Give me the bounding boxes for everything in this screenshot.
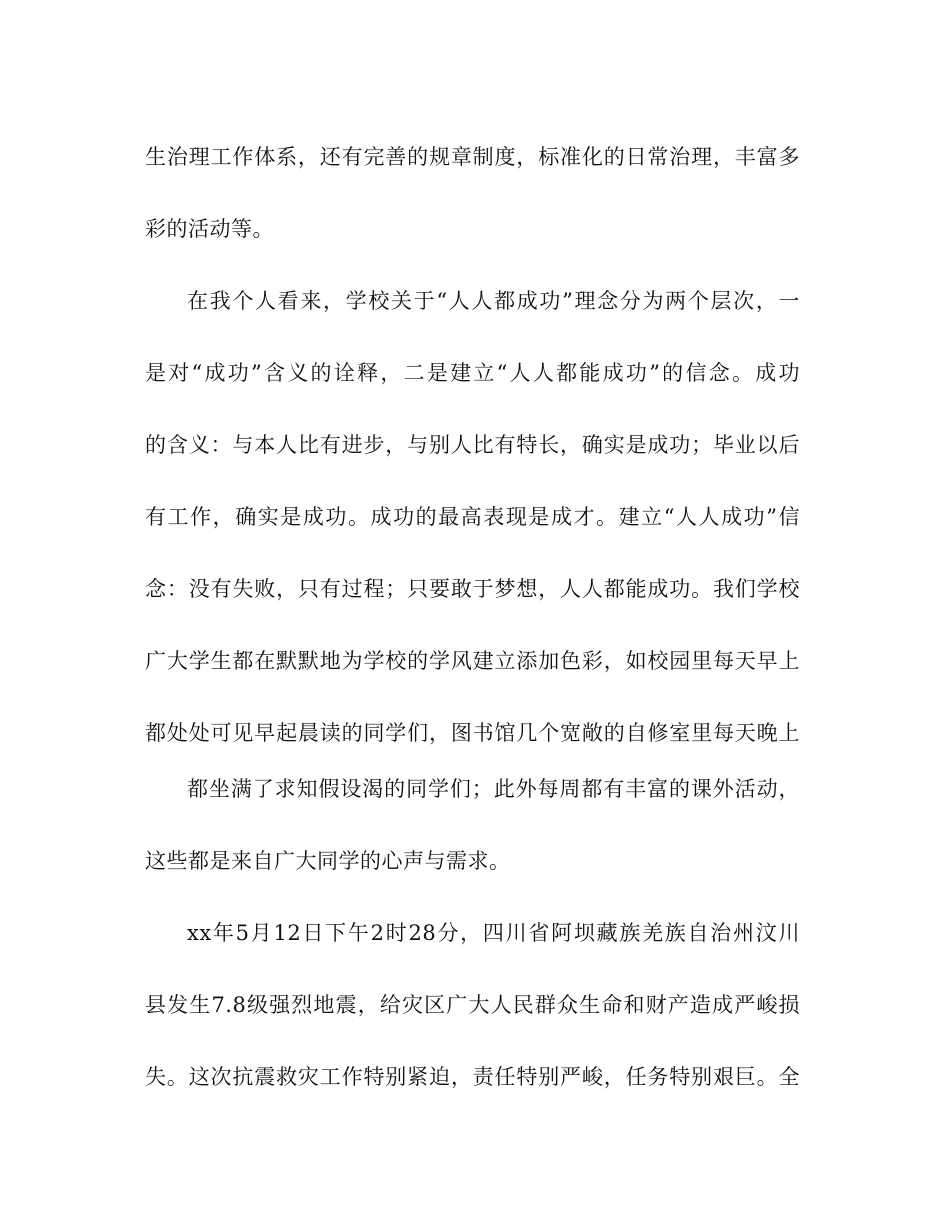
text-line-3: 在我个人看来，学校关于“人人都成功”理念分为两个层次，一 xyxy=(187,289,800,313)
text-line-4: 是对“成功”含义的诠释，二是建立“人人都能成功”的信念。成功 xyxy=(145,361,800,385)
text-line-9: 都处处可见早起晨读的同学们，图书馆几个宽敞的自修室里每天晚上 xyxy=(145,721,800,745)
text-line-7: 念：没有失败，只有过程；只要敢于梦想，人人都能成功。我们学校 xyxy=(145,577,800,601)
text-line-1: 生治理工作体系，还有完善的规章制度，标准化的日常治理，丰富多 xyxy=(145,145,800,169)
text-line-13: 县发生7.8级强烈地震，给灾区广大人民群众生命和财产造成严峻损 xyxy=(145,993,800,1017)
text-line-11: 这些都是来自广大同学的心声与需求。 xyxy=(145,849,511,873)
text-line-6: 有工作，确实是成功。成功的最高表现是成才。建立“人人成功”信 xyxy=(145,505,800,529)
text-line-14: 失。这次抗震救灾工作特别紧迫，责任特别严峻，任务特别艰巨。全 xyxy=(145,1065,800,1089)
text-line-10: 都坐满了求知假设渴的同学们；此外每周都有丰富的课外活动， xyxy=(187,777,800,801)
text-line-12: xx年5月12日下午2时28分，四川省阿坝藏族羌族自治州汶川 xyxy=(187,921,800,945)
text-line-5: 的含义：与本人比有进步，与别人比有特长，确实是成功；毕业以后 xyxy=(145,433,800,457)
text-line-8: 广大学生都在默默地为学校的学风建立添加色彩，如校园里每天早上 xyxy=(145,649,800,673)
text-line-2: 彩的活动等。 xyxy=(145,217,274,241)
